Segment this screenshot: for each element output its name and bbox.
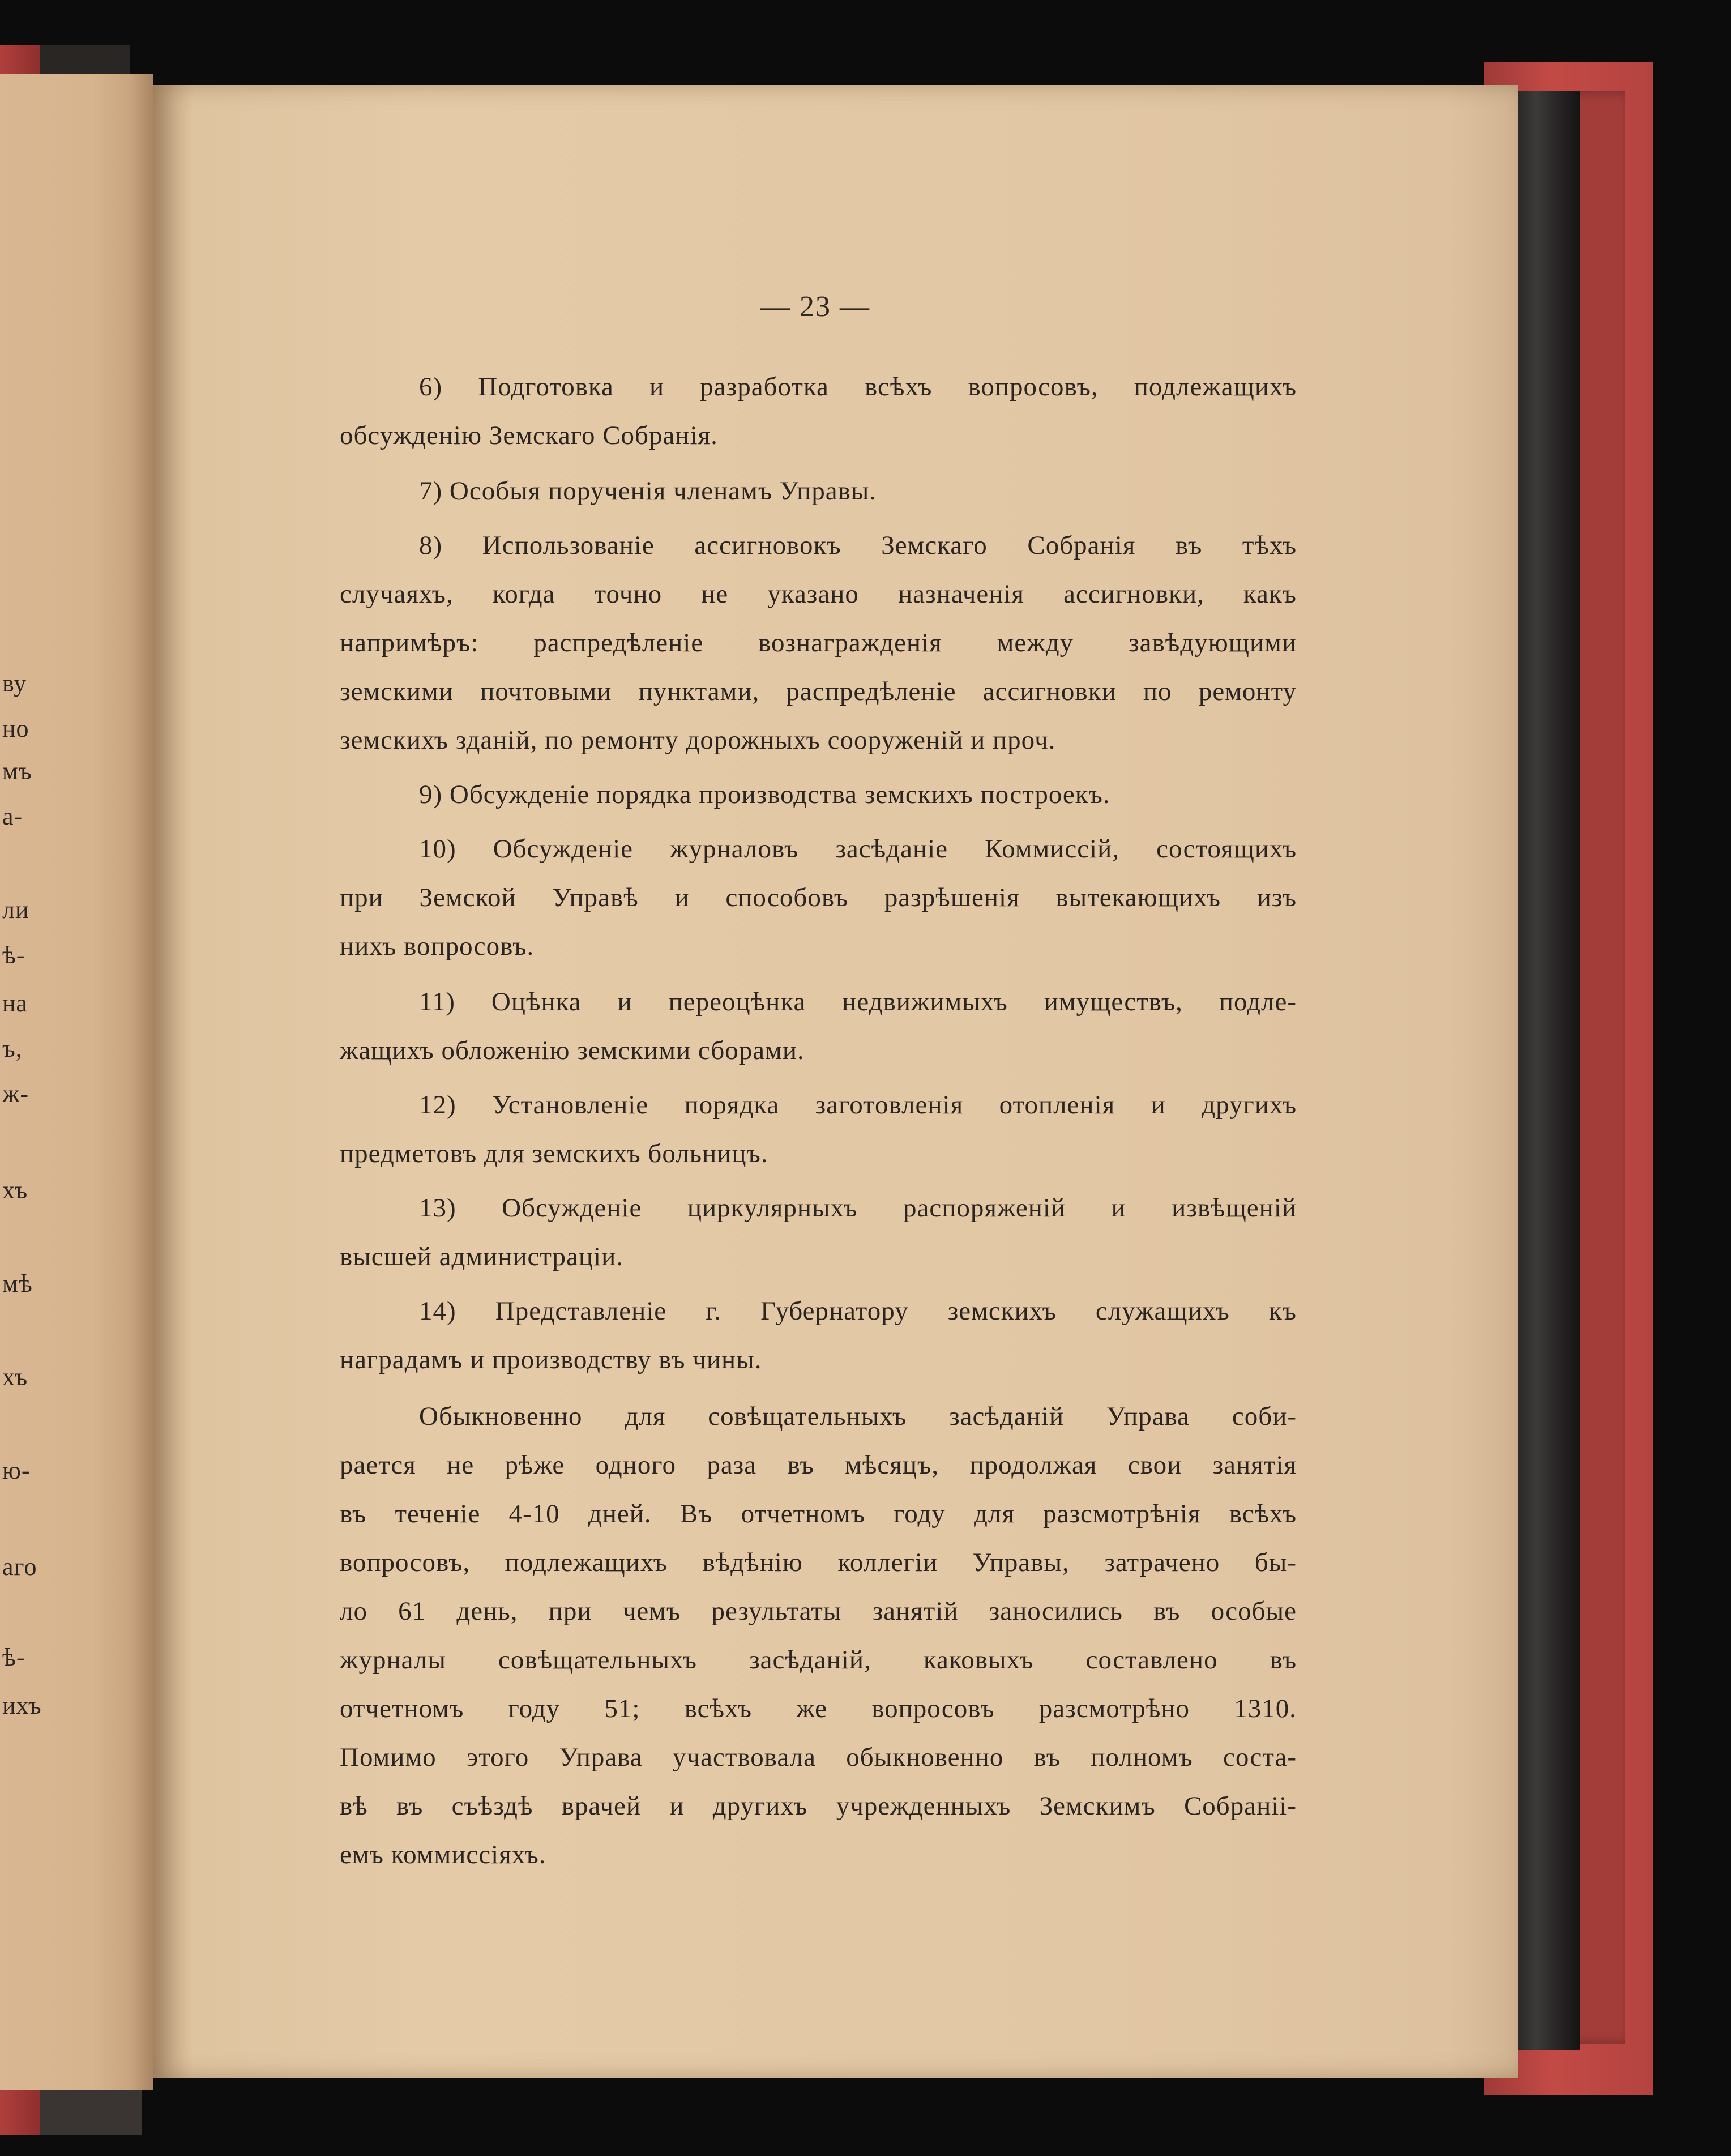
left-page-fragment: ъ,	[2, 1035, 23, 1062]
paragraph	[340, 1081, 1297, 1178]
text-line: напримѣръ: распредѣленіе вознагражденія между завѣдующими	[340, 628, 1297, 658]
text-line: 7) Особыя порученія членамъ Управы.	[419, 476, 877, 506]
text-line: вопросовъ, подлежащихъ вѣдѣнію коллегіи Управы, затрачено бы-	[340, 1548, 1297, 1577]
paragraph	[340, 977, 1297, 1075]
left-page-fragment: хъ	[2, 1176, 28, 1204]
text-line: 12) Установленіе порядка заготовленія отопленія и другихъ	[419, 1090, 1297, 1120]
text-line: 14) Представленіе г. Губернатору земскихъ служащихъ къ	[419, 1296, 1297, 1326]
text-line: при Земской Управѣ и способовъ разрѣшенія вытекающихъ изъ	[340, 883, 1297, 912]
paragraph	[340, 770, 1297, 819]
text-line: наградамъ и производству въ чины.	[340, 1345, 762, 1374]
left-cover-corner-bottom	[40, 2084, 142, 2135]
text-line: нихъ вопросовъ.	[340, 932, 535, 961]
left-page-fragment: мѣ	[2, 1270, 33, 1297]
text-line: высшей администраціи.	[340, 1242, 624, 1271]
text-line: въ теченіе 4-10 дней. Въ отчетномъ году для разсмотрѣнія всѣхъ	[340, 1499, 1297, 1529]
left-page-fragment: но	[2, 715, 29, 742]
text-line: случаяхъ, когда точно не указано назначенія ассигновки, какъ	[340, 579, 1297, 609]
left-page-fragment: ю-	[2, 1457, 31, 1484]
paragraph	[340, 467, 1297, 515]
text-line: 9) Обсужденіе порядка производства земскихъ построекъ.	[419, 780, 1110, 809]
text-line: 6) Подготовка и разработка всѣхъ вопросовъ, подлежащихъ	[419, 372, 1297, 402]
text-line: вѣ въ съѣздѣ врачей и другихъ учрежденныхъ Земскимъ Собраніі-	[340, 1791, 1297, 1821]
page-block-edge	[1518, 91, 1580, 2050]
left-page-fragment: на	[2, 989, 28, 1017]
text-line: ло 61 день, при чемъ результаты занятій заносились въ особые	[340, 1596, 1297, 1626]
paragraph	[340, 1184, 1297, 1281]
page-number: — 23 —	[760, 291, 870, 323]
text-line: 8) Использованіе ассигновокъ Земскаго Собранія въ тѣхъ	[419, 531, 1297, 560]
paragraph	[340, 1287, 1297, 1384]
left-page	[0, 74, 153, 2090]
text-line: Обыкновенно для совѣщательныхъ засѣданій Управа соби-	[419, 1402, 1297, 1431]
text-line: журналы совѣщательныхъ засѣданій, каковыхъ составлено въ	[340, 1645, 1297, 1675]
text-line: отчетномъ году 51; всѣхъ же вопросовъ разсмотрѣно 1310.	[340, 1694, 1297, 1723]
paragraph	[340, 825, 1297, 971]
left-page-fragment: аго	[2, 1553, 37, 1581]
text-line: обсужденію Земскаго Собранія.	[340, 421, 718, 450]
text-line: Помимо этого Управа участвовала обыкновенно въ полномъ соста-	[340, 1743, 1297, 1772]
left-page-fragment: ихъ	[2, 1692, 42, 1719]
paragraph	[340, 521, 1297, 765]
page-text	[340, 362, 1297, 1879]
left-page-fragment: ѣ-	[2, 941, 25, 969]
text-line: предметовъ для земскихъ больницъ.	[340, 1139, 768, 1168]
text-line: жащихъ обложенію земскими сборами.	[340, 1036, 805, 1065]
text-line: 11) Оцѣнка и переоцѣнка недвижимыхъ имуществъ, подле-	[419, 987, 1297, 1017]
left-page-fragment: ли	[2, 896, 29, 924]
left-page-fragment: а-	[2, 802, 23, 830]
left-page-fragment: ѣ-	[2, 1643, 25, 1671]
text-line: емъ коммиссіяхъ.	[340, 1840, 546, 1869]
text-line: земскихъ зданій, по ремонту дорожныхъ сооруженій и проч.	[340, 725, 1056, 755]
left-page-fragment: ж-	[2, 1080, 29, 1108]
text-line: 13) Обсужденіе циркулярныхъ распоряженій и извѣщеній	[419, 1193, 1297, 1223]
text-line: земскими почтовыми пунктами, распредѣленіе ассигновки по ремонту	[340, 677, 1297, 706]
left-page-fragment: ву	[2, 669, 27, 697]
left-page-fragment: хъ	[2, 1363, 28, 1391]
text-line: рается не рѣже одного раза въ мѣсяцъ, продолжая свои занятія	[340, 1450, 1297, 1480]
left-page-fragment: мъ	[2, 757, 32, 785]
paragraph	[340, 1392, 1297, 1879]
paragraph	[340, 362, 1297, 460]
text-line: 10) Обсужденіе журналовъ засѣданіе Коммиссій, состоящихъ	[419, 834, 1297, 864]
